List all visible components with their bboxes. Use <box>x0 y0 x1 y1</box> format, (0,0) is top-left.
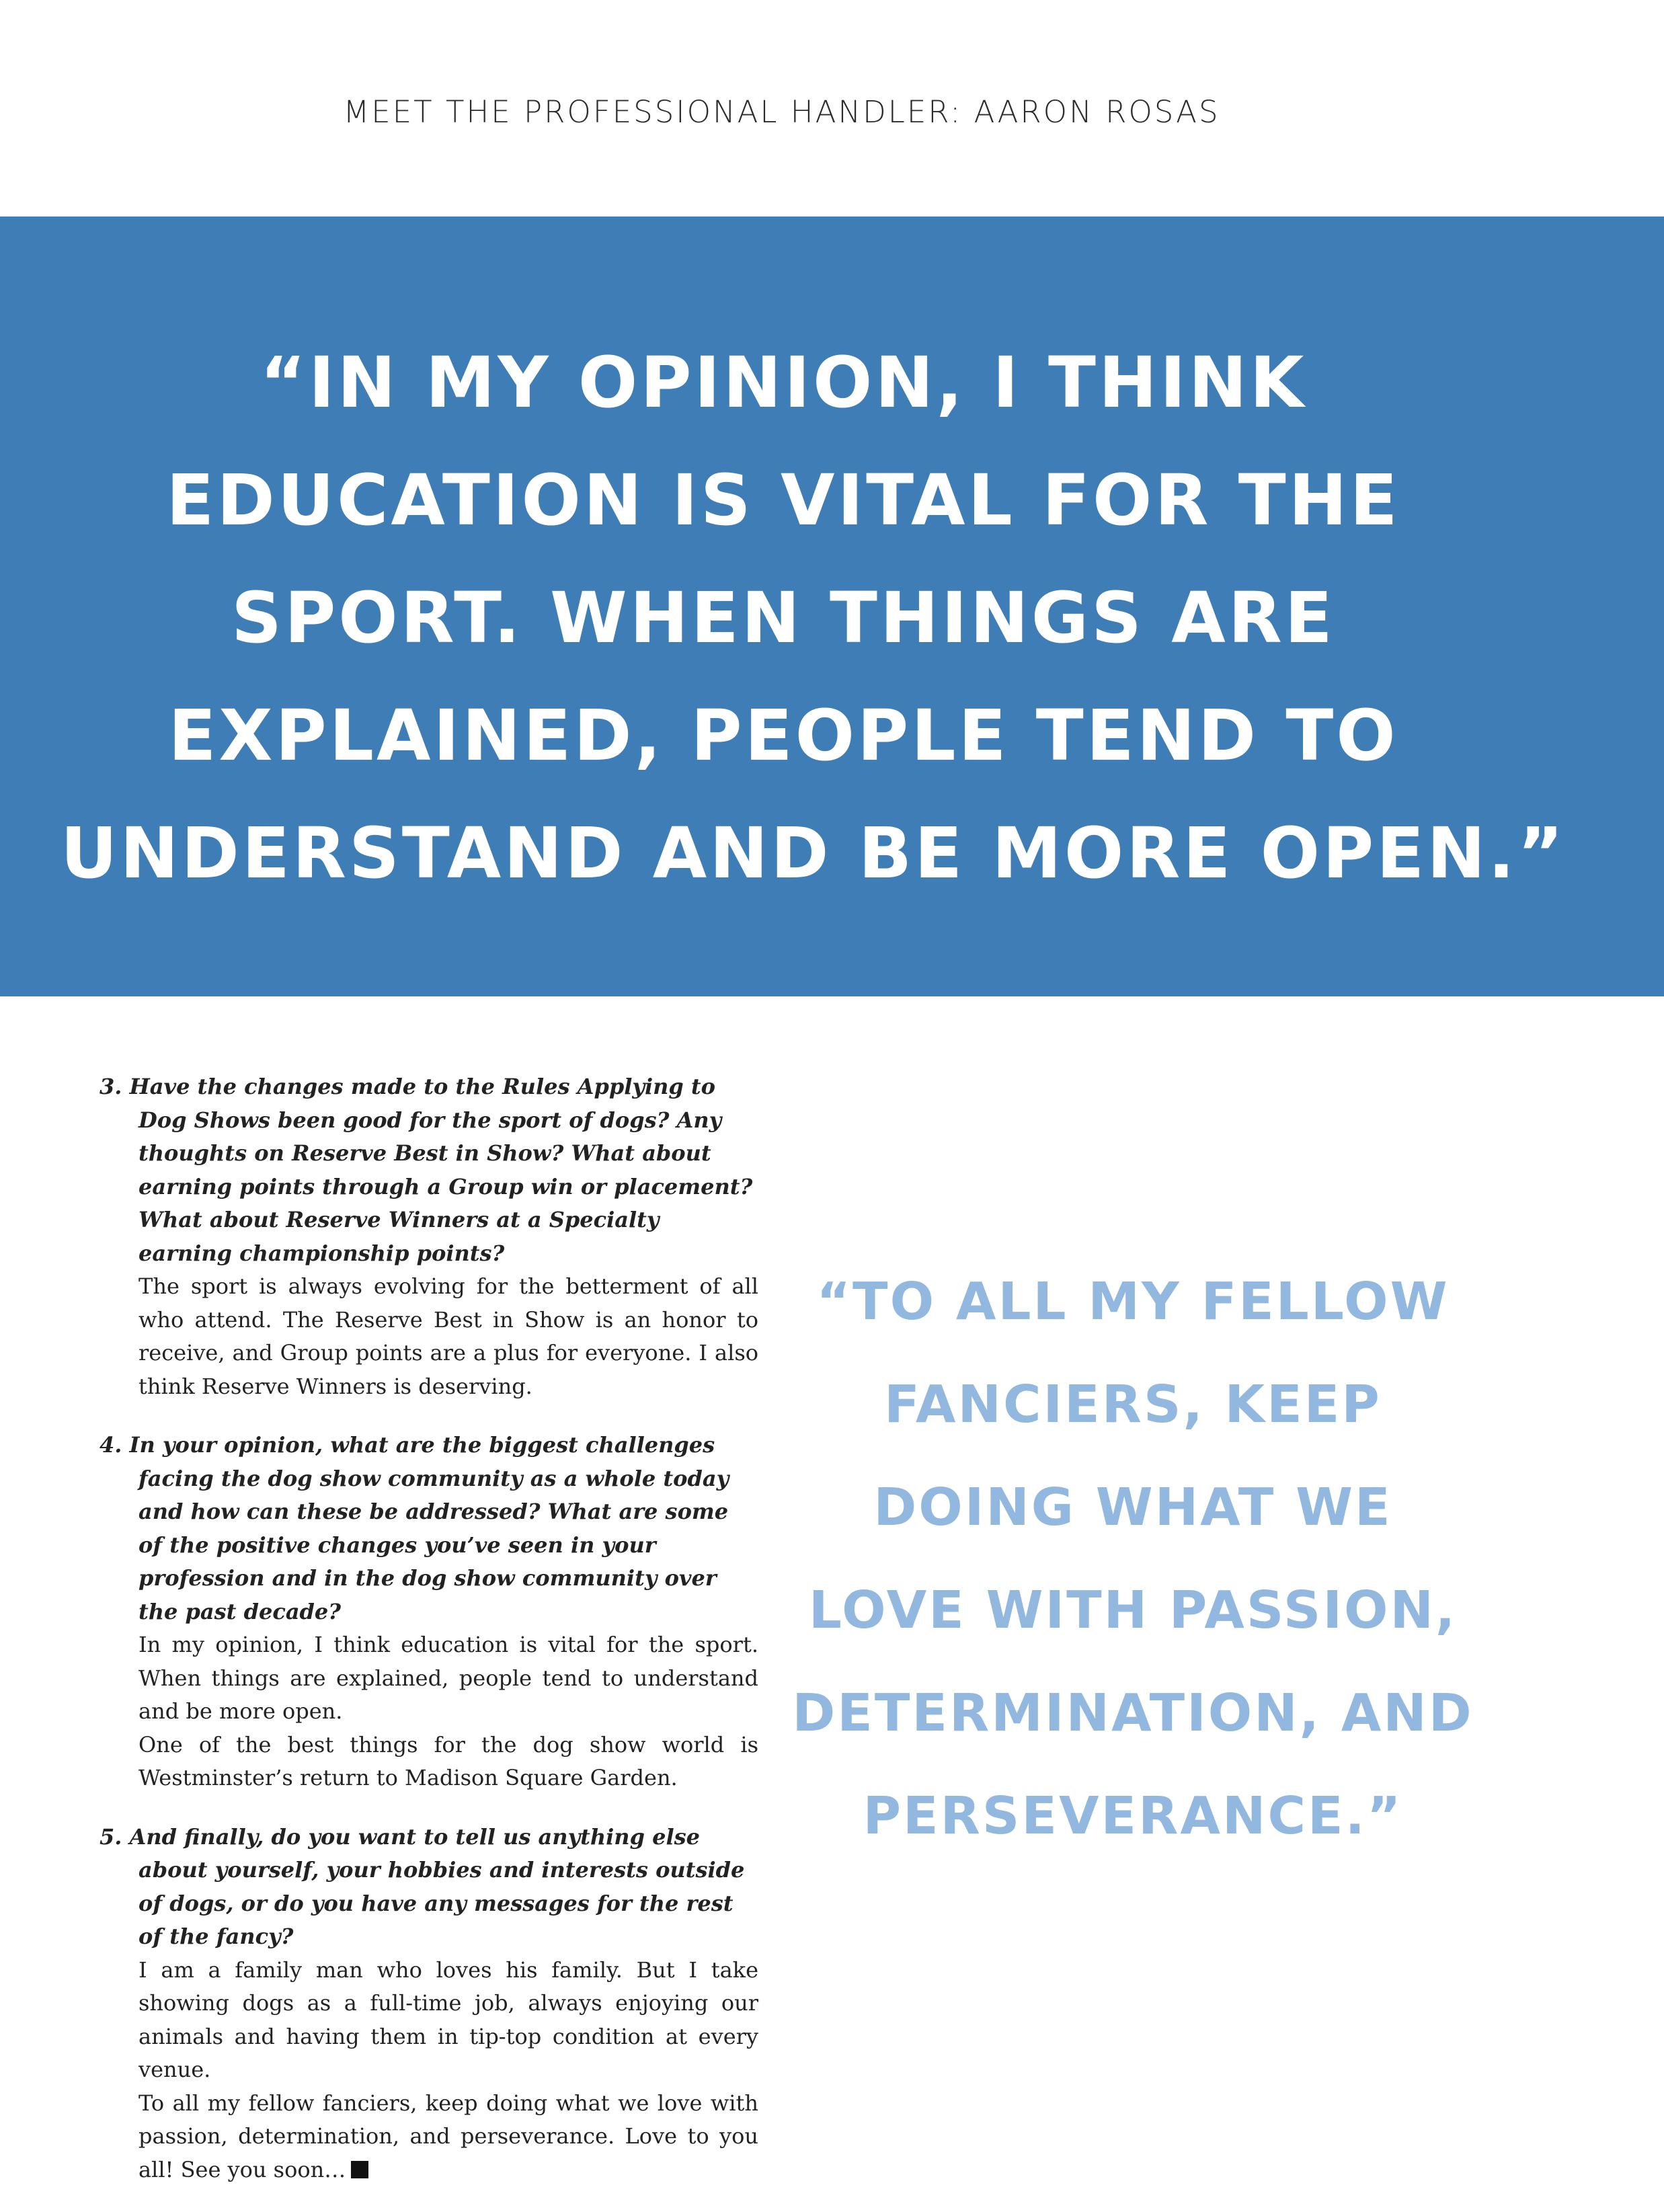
question-4: 4. In your opinion, what are the biggest challenges facing the dog show community as a whole today and how can these be addressed? What are some of the positive changes you’ve seen in your profession and in the dog show community over the past decade? <box>100 1432 729 1624</box>
article-title: MEET THE PROFESSIONAL HANDLER: AARON ROSAS <box>343 94 1220 130</box>
question-5: 5. And finally, do you want to tell us anything else about yourself, your hobbies and interests outside of dogs, or do you have any messages for the rest of the fancy? <box>100 1823 745 1949</box>
answer-paragraph: The sport is always evolving for the betterment of all who attend. The Reserve Best in Show is an honor to receive, and Group points are a plus for everyone. I also think Reserve Winners is deserving. <box>138 1273 758 1399</box>
pull-quote-line: LOVE WITH PASSION, <box>808 1581 1458 1641</box>
banner-quote-line: UNDERSTAND AND BE MORE OPEN.” <box>61 812 1567 894</box>
qa-block-3 <box>100 1070 758 1403</box>
banner-quote-line: EDUCATION IS VITAL FOR THE <box>166 459 1400 541</box>
answer-text: To all my fellow fanciers, keep doing what we love with passion, determination, and perseverance. Love to you all! See you soon… <box>138 2090 758 2182</box>
banner-quote-line: EXPLAINED, PEOPLE TEND TO <box>168 695 1398 777</box>
answer-paragraph: In my opinion, I think education is vital for the sport. When things are explained, people tend to understand and be more open. <box>138 1632 758 1724</box>
end-mark-icon <box>351 2161 368 2178</box>
banner-quote-line: “IN MY OPINION, I THINK <box>260 342 1307 424</box>
answer-paragraph-final <box>100 2087 758 2187</box>
answer-paragraph: I am a family man who loves his family. But I take showing dogs as a full-time job, always enjoying our animals and having them in tip-top condition at every venue. <box>138 1957 758 2082</box>
interview-body <box>100 1070 758 2212</box>
pull-quote-line: PERSEVERANCE.” <box>863 1786 1403 1846</box>
question-3: 3. Have the changes made to the Rules Applying to Dog Shows been good for the sport of dogs? Any thoughts on Reserve Best in Show? What about earning points through a Group win or placement? What about Reserve Winners at a Specialty earning championship points? <box>100 1074 753 1266</box>
pull-quote-line: DETERMINATION, AND <box>792 1684 1474 1743</box>
page-header <box>0 94 1563 130</box>
qa-block-4 <box>100 1429 758 1795</box>
pull-quote-line: DOING WHAT WE <box>873 1478 1392 1538</box>
answer-paragraph: One of the best things for the dog show world is Westminster’s return to Madison Square Garden. <box>138 1731 758 1790</box>
pull-quote <box>790 1251 1476 1868</box>
qa-block-5 <box>100 1821 758 2187</box>
banner-quote <box>61 324 1567 912</box>
pull-quote-line: “TO ALL MY FELLOW <box>816 1272 1450 1332</box>
banner-quote-line: SPORT. WHEN THINGS ARE <box>231 577 1335 659</box>
pull-quote-line: FANCIERS, KEEP <box>884 1375 1382 1435</box>
